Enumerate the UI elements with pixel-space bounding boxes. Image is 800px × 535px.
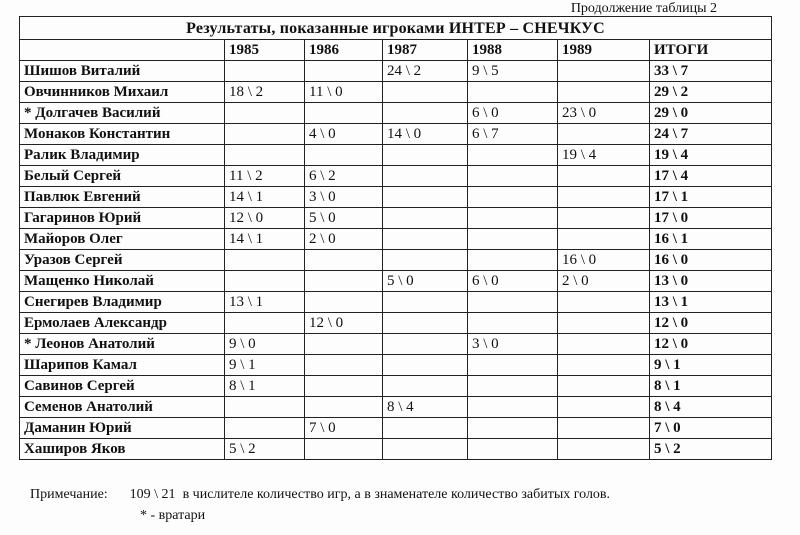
table-row xyxy=(20,334,772,355)
note-label: Примечание: xyxy=(30,487,108,502)
table-header-row xyxy=(20,40,772,61)
value-1986: 2 \ 0 xyxy=(305,229,383,250)
value-1985: 13 \ 1 xyxy=(225,292,305,313)
value-1985: 14 \ 1 xyxy=(225,229,305,250)
value-1986: 4 \ 0 xyxy=(305,124,383,145)
value-1989: 19 \ 4 xyxy=(558,145,650,166)
value-1988: 3 \ 0 xyxy=(468,334,558,355)
table-row xyxy=(20,376,772,397)
table-row xyxy=(20,61,772,82)
value-1985 xyxy=(225,250,305,271)
value-1988 xyxy=(468,313,558,334)
value-1986 xyxy=(305,145,383,166)
total-value: 17 \ 0 xyxy=(650,208,772,229)
total-value: 16 \ 0 xyxy=(650,250,772,271)
player-name: Павлюк Евгений xyxy=(20,187,225,208)
player-name: Ермолаев Александр xyxy=(20,313,225,334)
total-value: 17 \ 4 xyxy=(650,166,772,187)
player-name: Ралик Владимир xyxy=(20,145,225,166)
player-name: Даманин Юрий xyxy=(20,418,225,439)
value-1986 xyxy=(305,376,383,397)
value-1987: 24 \ 2 xyxy=(383,61,468,82)
value-1989 xyxy=(558,313,650,334)
value-1987 xyxy=(383,187,468,208)
value-1989: 23 \ 0 xyxy=(558,103,650,124)
goalkeepers-note: * - вратари xyxy=(140,508,206,523)
table-row xyxy=(20,82,772,103)
value-1985 xyxy=(225,271,305,292)
value-1988 xyxy=(468,439,558,460)
player-name: Майоров Олег xyxy=(20,229,225,250)
value-1986: 7 \ 0 xyxy=(305,418,383,439)
value-1985: 14 \ 1 xyxy=(225,187,305,208)
value-1988: 6 \ 7 xyxy=(468,124,558,145)
value-1989 xyxy=(558,439,650,460)
value-1985 xyxy=(225,145,305,166)
value-1989 xyxy=(558,418,650,439)
table-row xyxy=(20,418,772,439)
value-1986: 5 \ 0 xyxy=(305,208,383,229)
value-1987 xyxy=(383,334,468,355)
player-name: Овчинников Михаил xyxy=(20,82,225,103)
value-1985 xyxy=(225,397,305,418)
value-1987 xyxy=(383,439,468,460)
total-value: 12 \ 0 xyxy=(650,313,772,334)
value-1989: 16 \ 0 xyxy=(558,250,650,271)
value-1989 xyxy=(558,376,650,397)
value-1989 xyxy=(558,187,650,208)
value-1985: 11 \ 2 xyxy=(225,166,305,187)
value-1986 xyxy=(305,292,383,313)
value-1987 xyxy=(383,145,468,166)
value-1986: 6 \ 2 xyxy=(305,166,383,187)
value-1989 xyxy=(558,82,650,103)
value-1989 xyxy=(558,229,650,250)
total-value: 13 \ 1 xyxy=(650,292,772,313)
value-1989 xyxy=(558,61,650,82)
value-1988 xyxy=(468,187,558,208)
header-total: ИТОГИ xyxy=(650,40,772,61)
value-1985 xyxy=(225,418,305,439)
total-value: 19 \ 4 xyxy=(650,145,772,166)
header-name xyxy=(20,40,225,61)
table-row xyxy=(20,229,772,250)
results-table xyxy=(19,16,772,460)
player-name: Семенов Анатолий xyxy=(20,397,225,418)
value-1988 xyxy=(468,292,558,313)
total-value: 16 \ 1 xyxy=(650,229,772,250)
header-1988: 1988 xyxy=(468,40,558,61)
total-value: 5 \ 2 xyxy=(650,439,772,460)
table-body xyxy=(20,61,772,460)
table-row xyxy=(20,250,772,271)
value-1988 xyxy=(468,166,558,187)
note-text: в числителе количество игр, а в знаменателе количество забитых голов. xyxy=(182,487,611,502)
player-name: Гагаринов Юрий xyxy=(20,208,225,229)
player-name: Снегирев Владимир xyxy=(20,292,225,313)
value-1988 xyxy=(468,145,558,166)
total-value: 13 \ 0 xyxy=(650,271,772,292)
value-1989 xyxy=(558,124,650,145)
value-1987 xyxy=(383,166,468,187)
note-line xyxy=(30,487,610,503)
value-1987: 14 \ 0 xyxy=(383,124,468,145)
value-1987 xyxy=(383,355,468,376)
value-1985: 12 \ 0 xyxy=(225,208,305,229)
value-1985: 5 \ 2 xyxy=(225,439,305,460)
player-name: Белый Сергей xyxy=(20,166,225,187)
table-row xyxy=(20,292,772,313)
value-1989 xyxy=(558,292,650,313)
table-row xyxy=(20,397,772,418)
total-value: 17 \ 1 xyxy=(650,187,772,208)
value-1988 xyxy=(468,397,558,418)
total-value: 8 \ 4 xyxy=(650,397,772,418)
value-1986 xyxy=(305,439,383,460)
total-value: 9 \ 1 xyxy=(650,355,772,376)
value-1988 xyxy=(468,208,558,229)
value-1985: 9 \ 0 xyxy=(225,334,305,355)
table-row xyxy=(20,103,772,124)
value-1986 xyxy=(305,334,383,355)
value-1988 xyxy=(468,376,558,397)
table-row xyxy=(20,271,772,292)
total-value: 12 \ 0 xyxy=(650,334,772,355)
player-name: Шарипов Камал xyxy=(20,355,225,376)
value-1986: 3 \ 0 xyxy=(305,187,383,208)
table-title-row xyxy=(20,17,772,40)
player-name: Мащенко Николай xyxy=(20,271,225,292)
value-1988: 9 \ 5 xyxy=(468,61,558,82)
value-1987 xyxy=(383,250,468,271)
value-1988 xyxy=(468,229,558,250)
value-1989 xyxy=(558,355,650,376)
table-row xyxy=(20,313,772,334)
total-value: 29 \ 0 xyxy=(650,103,772,124)
value-1987: 8 \ 4 xyxy=(383,397,468,418)
total-value: 7 \ 0 xyxy=(650,418,772,439)
player-name: Хаширов Яков xyxy=(20,439,225,460)
table-title: Результаты, показанные игроками ИНТЕР – СНЕЧКУС xyxy=(20,17,772,40)
value-1985: 8 \ 1 xyxy=(225,376,305,397)
value-1985 xyxy=(225,61,305,82)
value-1987 xyxy=(383,208,468,229)
value-1986 xyxy=(305,103,383,124)
player-name: Монаков Константин xyxy=(20,124,225,145)
total-value: 8 \ 1 xyxy=(650,376,772,397)
table-row xyxy=(20,187,772,208)
value-1985: 9 \ 1 xyxy=(225,355,305,376)
value-1989 xyxy=(558,334,650,355)
value-1986 xyxy=(305,397,383,418)
note-example: 109 \ 21 xyxy=(129,487,176,502)
value-1987 xyxy=(383,376,468,397)
value-1989: 2 \ 0 xyxy=(558,271,650,292)
value-1985 xyxy=(225,124,305,145)
value-1987 xyxy=(383,82,468,103)
table-row xyxy=(20,166,772,187)
value-1985 xyxy=(225,103,305,124)
value-1985 xyxy=(225,313,305,334)
value-1987: 5 \ 0 xyxy=(383,271,468,292)
table-row xyxy=(20,355,772,376)
value-1988 xyxy=(468,250,558,271)
value-1987 xyxy=(383,313,468,334)
value-1985: 18 \ 2 xyxy=(225,82,305,103)
value-1987 xyxy=(383,229,468,250)
value-1989 xyxy=(558,397,650,418)
table-row xyxy=(20,124,772,145)
header-1985: 1985 xyxy=(225,40,305,61)
value-1986: 11 \ 0 xyxy=(305,82,383,103)
value-1988: 6 \ 0 xyxy=(468,271,558,292)
value-1987 xyxy=(383,292,468,313)
table-row xyxy=(20,439,772,460)
player-name: Шишов Виталий xyxy=(20,61,225,82)
value-1989 xyxy=(558,208,650,229)
total-value: 33 \ 7 xyxy=(650,61,772,82)
header-1987: 1987 xyxy=(383,40,468,61)
total-value: 29 \ 2 xyxy=(650,82,772,103)
value-1988 xyxy=(468,418,558,439)
value-1988 xyxy=(468,355,558,376)
value-1986 xyxy=(305,271,383,292)
total-value: 24 \ 7 xyxy=(650,124,772,145)
value-1988: 6 \ 0 xyxy=(468,103,558,124)
value-1986 xyxy=(305,61,383,82)
value-1986: 12 \ 0 xyxy=(305,313,383,334)
continuation-label: Продолжение таблицы 2 xyxy=(570,1,717,16)
player-name: * Долгачев Василий xyxy=(20,103,225,124)
value-1987 xyxy=(383,418,468,439)
value-1986 xyxy=(305,355,383,376)
value-1988 xyxy=(468,82,558,103)
player-name: Уразов Сергей xyxy=(20,250,225,271)
table-row xyxy=(20,145,772,166)
value-1986 xyxy=(305,250,383,271)
table-row xyxy=(20,208,772,229)
value-1989 xyxy=(558,166,650,187)
player-name: * Леонов Анатолий xyxy=(20,334,225,355)
header-1989: 1989 xyxy=(558,40,650,61)
player-name: Савинов Сергей xyxy=(20,376,225,397)
header-1986: 1986 xyxy=(305,40,383,61)
value-1987 xyxy=(383,103,468,124)
